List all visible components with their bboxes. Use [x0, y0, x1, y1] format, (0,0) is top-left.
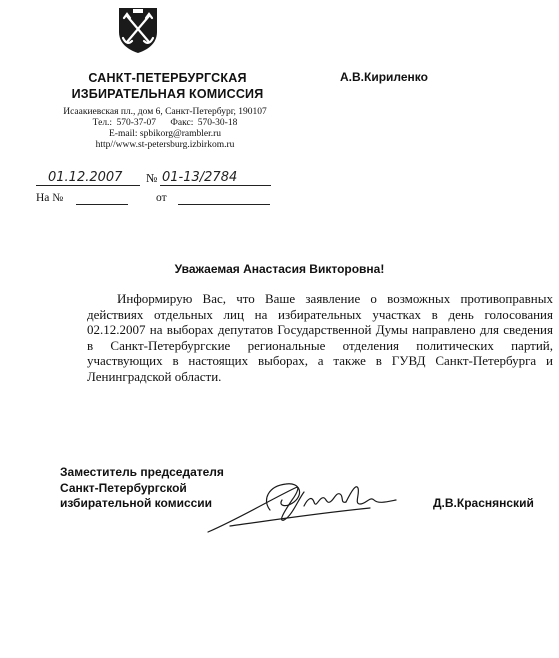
org-name-line1: САНКТ-ПЕТЕРБУРГСКАЯ: [88, 71, 247, 85]
address-block: [40, 107, 290, 151]
incoming-number-label: На №: [36, 192, 64, 204]
signer-name: Д.В.Краснянский: [433, 496, 534, 510]
fax-label: Факс:: [170, 118, 194, 128]
fax-number: 570-30-18: [197, 118, 238, 128]
outgoing-date: 01.12.2007: [48, 170, 123, 185]
recipient-name: А.В.Кириленко: [340, 70, 428, 84]
letter-body: Информирую Вас, что Ваше заявление о возможных противоправных действиях отдельных лиц на избирательных участках в день голосования 02.12.2007 на выборах депутатов Государственной Думы направлено для сведения в Санкт-Петербургские региональные отделения политических партий, участвующих в настоящих выборах, а также в ГУВД Санкт-Петербурга и Ленинградской области.: [87, 291, 553, 384]
website-address: http//www.st-petersburg.izbirkom.ru: [95, 140, 235, 150]
tel-number: 570-37-07: [116, 118, 157, 128]
signer-title-line3: избирательной комиссии: [60, 496, 213, 510]
org-name-line2: ИЗБИРАТЕЛЬНАЯ КОМИССИЯ: [71, 87, 264, 101]
incoming-date-label: от: [156, 192, 167, 204]
salutation: Уважаемая Анастасия Викторовна!: [174, 262, 385, 276]
incoming-number-blank: [76, 204, 128, 205]
signer-title-line1: Заместитель председателя: [60, 465, 224, 479]
signer-title-line2: Санкт-Петербургской: [60, 480, 187, 495]
street-address: Исаакиевская пл., дом 6, Санкт-Петербург, 190107: [63, 107, 267, 117]
outgoing-number: 01-13/2784: [162, 170, 238, 185]
number-sign: №: [146, 171, 158, 185]
incoming-reference-line: [36, 192, 251, 210]
date-underline: [36, 185, 140, 186]
tel-label: Тел.:: [92, 118, 113, 128]
coat-of-arms-icon: [115, 6, 161, 54]
outgoing-number-line: [36, 170, 271, 190]
organization-name: [60, 70, 275, 102]
number-underline: [160, 185, 271, 186]
phone-fax-line: [40, 118, 290, 129]
email-address: E-mail: spbikorg@rambler.ru: [109, 129, 221, 139]
incoming-date-blank: [178, 204, 270, 205]
handwritten-signature: [200, 470, 400, 540]
